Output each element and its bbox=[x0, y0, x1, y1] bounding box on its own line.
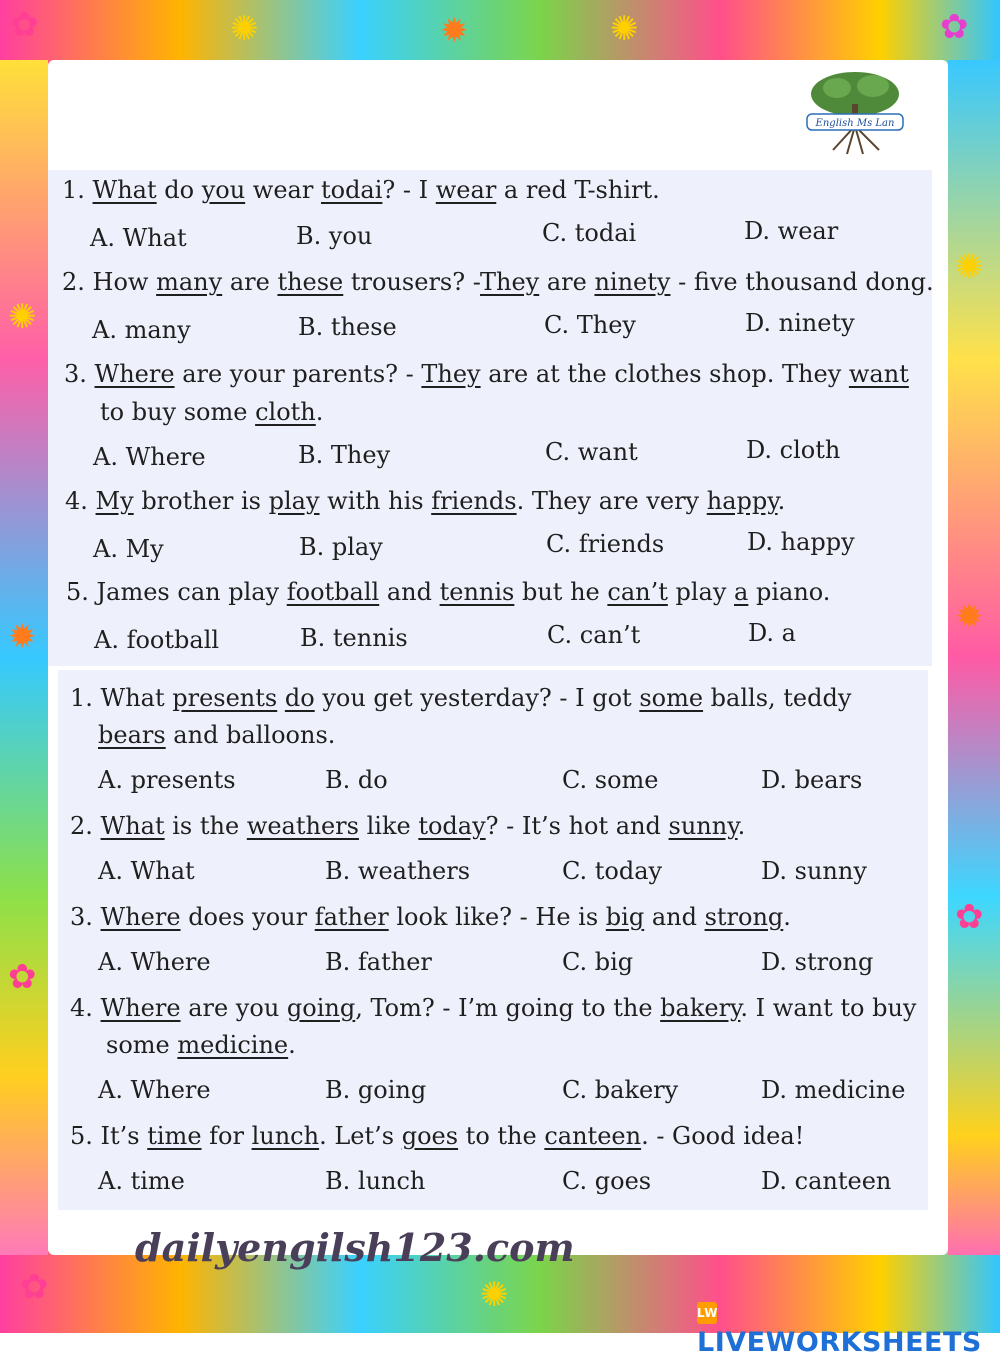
option-d[interactable]: D. medicine bbox=[761, 1076, 906, 1104]
flower-icon: ✿ bbox=[8, 957, 37, 997]
liveworksheets-logo-icon: LW bbox=[697, 1302, 717, 1324]
question-1: 1. What presents do you get yesterday? - I got some balls, teddy bbox=[70, 684, 852, 712]
right-border-strip bbox=[948, 60, 1000, 1255]
option-d[interactable]: D. cloth bbox=[746, 436, 841, 464]
flower-icon: ✿ bbox=[940, 7, 969, 47]
option-a[interactable]: A. Where bbox=[93, 443, 206, 471]
question-4: 4. Where are you going, Tom? - I’m going to the bakery. I want to buy bbox=[70, 994, 917, 1022]
option-c[interactable]: C. bakery bbox=[562, 1076, 679, 1104]
option-c[interactable]: C. goes bbox=[562, 1167, 652, 1195]
brand-label: LIVEWORKSHEETS bbox=[697, 1327, 982, 1358]
option-b[interactable]: B. weathers bbox=[325, 857, 471, 885]
option-b[interactable]: B. going bbox=[325, 1076, 427, 1104]
option-c[interactable]: C. today bbox=[562, 857, 663, 885]
option-b[interactable]: B. tennis bbox=[300, 624, 408, 652]
option-b[interactable]: B. lunch bbox=[325, 1167, 426, 1195]
option-a[interactable]: A. My bbox=[93, 535, 164, 563]
flower-icon: ✿ bbox=[20, 1267, 49, 1307]
site-watermark: dailyengilsh123.com bbox=[135, 1225, 575, 1270]
question-4-line-2: some medicine. bbox=[106, 1031, 296, 1059]
question-2: 2. What is the weathers like today? - It’s hot and sunny. bbox=[70, 812, 746, 840]
option-c[interactable]: C. todai bbox=[542, 219, 637, 247]
option-d[interactable]: D. sunny bbox=[761, 857, 867, 885]
question-4: 4. My brother is play with his friends. They are very happy. bbox=[65, 487, 786, 515]
question-3: 3. Where does your father look like? - He is big and strong. bbox=[70, 903, 791, 931]
flower-icon: ✺ bbox=[8, 297, 37, 337]
option-c[interactable]: C. friends bbox=[546, 530, 665, 558]
liveworksheets-brand[interactable] bbox=[697, 1296, 1000, 1358]
option-a[interactable]: A. Where bbox=[98, 1076, 211, 1104]
option-d[interactable]: D. a bbox=[748, 619, 796, 647]
flower-icon: ✺ bbox=[610, 9, 639, 49]
flower-icon: ✺ bbox=[955, 247, 984, 287]
option-c[interactable]: C. big bbox=[562, 948, 634, 976]
flower-icon: ✺ bbox=[480, 1275, 509, 1315]
logo-text: English Ms Lan bbox=[815, 118, 895, 129]
option-b[interactable]: B. do bbox=[325, 766, 388, 794]
option-a[interactable]: A. What bbox=[90, 224, 187, 252]
question-1-line-2: bears and balloons. bbox=[98, 721, 336, 749]
flower-icon: ✹ bbox=[8, 617, 37, 657]
option-c[interactable]: C. some bbox=[562, 766, 659, 794]
flower-icon: ✿ bbox=[10, 5, 39, 45]
option-a[interactable]: A. presents bbox=[98, 766, 236, 794]
tree-logo bbox=[803, 68, 907, 160]
option-b[interactable]: B. father bbox=[325, 948, 432, 976]
flower-icon: ✹ bbox=[955, 597, 984, 637]
question-5: 5. James can play football and tennis but he can’t play a piano. bbox=[66, 578, 831, 606]
question-1: 1. What do you wear todai? - I wear a red T-shirt. bbox=[62, 176, 660, 204]
option-d[interactable]: D. strong bbox=[761, 948, 874, 976]
option-a[interactable]: A. Where bbox=[98, 948, 211, 976]
option-b[interactable]: B. you bbox=[296, 222, 373, 250]
option-d[interactable]: D. canteen bbox=[761, 1167, 892, 1195]
option-a[interactable]: A. football bbox=[94, 626, 220, 654]
tree-icon bbox=[811, 72, 899, 154]
question-5: 5. It’s time for lunch. Let’s goes to the canteen. - Good idea! bbox=[70, 1122, 805, 1150]
option-c[interactable]: C. can’t bbox=[547, 621, 641, 649]
question-3-line-2: to buy some cloth. bbox=[100, 398, 324, 426]
option-b[interactable]: B. play bbox=[299, 533, 383, 561]
question-3: 3. Where are your parents? - They are at the clothes shop. They want bbox=[64, 360, 909, 388]
option-d[interactable]: D. wear bbox=[744, 217, 839, 245]
option-c[interactable]: C. They bbox=[544, 311, 636, 339]
option-b[interactable]: B. They bbox=[298, 441, 391, 469]
left-border-strip bbox=[0, 60, 48, 1255]
option-d[interactable]: D. happy bbox=[747, 528, 855, 556]
option-a[interactable]: A. time bbox=[98, 1167, 185, 1195]
option-a[interactable]: A. What bbox=[98, 857, 195, 885]
option-b[interactable]: B. these bbox=[298, 313, 397, 341]
flower-icon: ✹ bbox=[440, 11, 469, 51]
option-d[interactable]: D. bears bbox=[761, 766, 863, 794]
option-c[interactable]: C. want bbox=[545, 438, 638, 466]
option-d[interactable]: D. ninety bbox=[745, 309, 855, 337]
flower-icon: ✺ bbox=[230, 9, 259, 49]
question-2: 2. How many are these trousers? -They are ninety - five thousand dong. bbox=[62, 268, 934, 296]
flower-icon: ✿ bbox=[955, 897, 984, 937]
option-a[interactable]: A. many bbox=[92, 316, 191, 344]
